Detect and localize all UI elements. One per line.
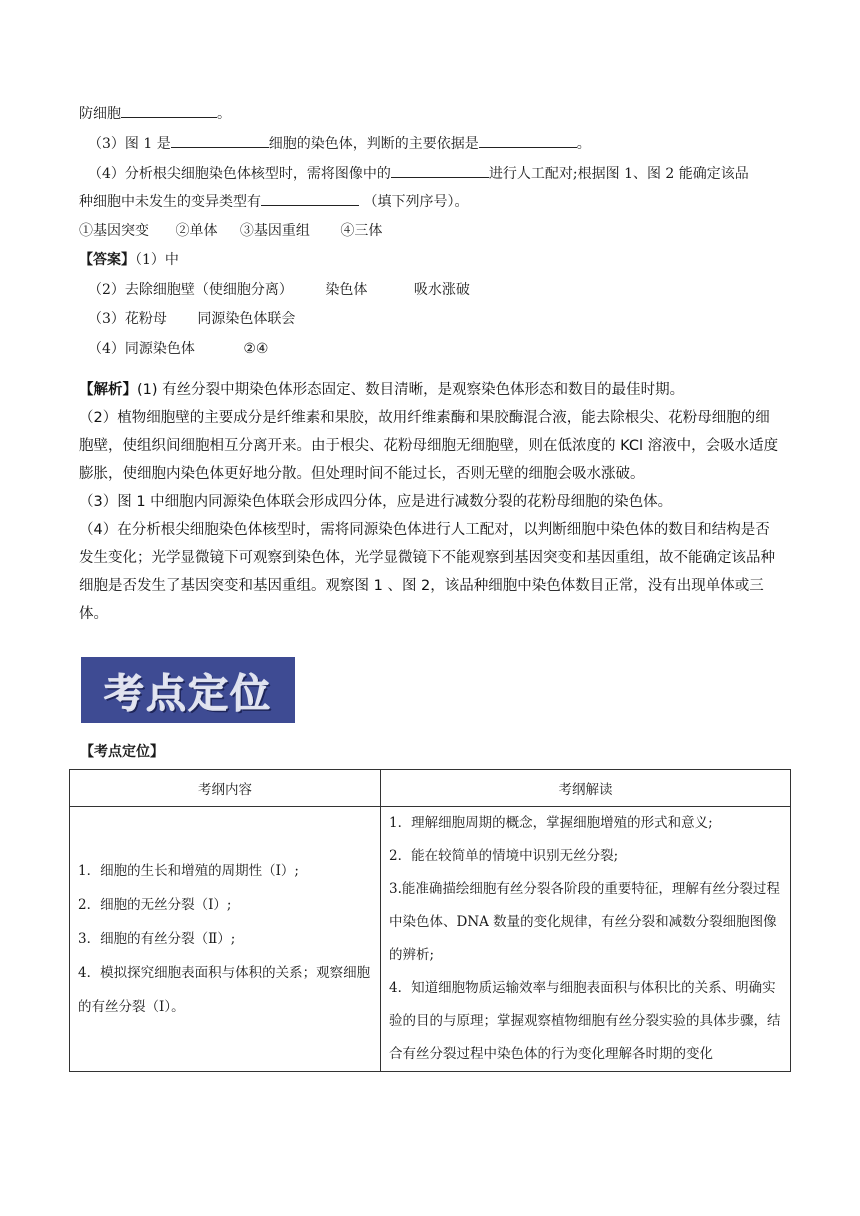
list-item: 4．模拟探究细胞表面积与体积的关系；观察细胞的有丝分裂（Ⅰ）。 (78, 965, 371, 1015)
syllabus-table (69, 769, 791, 1072)
question-line-1 (79, 103, 231, 124)
analysis-p1 (79, 376, 779, 404)
text: 细胞的染色体，判断的主要依据是 (268, 136, 479, 152)
text: （3）花粉母 (88, 311, 167, 327)
text: 防细胞 (79, 106, 121, 122)
text: （4）分析根尖细胞染色体核型时，需将图像中的 (88, 166, 391, 182)
text: （1）中 (135, 252, 179, 268)
section-banner (81, 657, 295, 723)
text: 。 (576, 136, 591, 152)
list-item: 3．细胞的有丝分裂（Ⅱ）; (78, 931, 236, 947)
analysis-p2: （2）植物细胞壁的主要成分是纤维素和果胶，故用纤维素酶和果胶酶混合液，能去除根尖、花粉母细胞的细胞壁，使组织间细胞相互分离开来。由于根尖、花粉母细胞无细胞壁，则在低浓度的 KCl 溶液中，会吸水适度膨胀，使细胞内染色体更好地分散。但处理时间不能过长，否则无壁的细胞会吸水涨破。 (79, 410, 779, 482)
answer-line-2 (88, 280, 470, 300)
table-row (70, 807, 791, 1072)
text: (1) 有丝分裂中期染色体形态固定、数目清晰，是观察染色体形态和数目的最佳时期。 (137, 382, 685, 398)
answer-blank (391, 163, 489, 178)
column-header: 考纲内容 (70, 770, 381, 807)
text: ②④ (243, 341, 269, 357)
list-item: 2．能在较简单的情境中识别无丝分裂; (389, 848, 619, 864)
answer-blank (479, 133, 577, 148)
question-3 (88, 133, 591, 154)
list-item: 4．知道细胞物质运输效率与细胞表面积与体积比的关系、明确实验的目的与原理；掌握观察植物细胞有丝分裂实验的具体步骤，结合有丝分裂过程中染色体的行为变化理解各时期的变化 (389, 980, 781, 1062)
text: （2）去除细胞壁（使细胞分离） (88, 282, 293, 298)
list-item: 1．理解细胞周期的概念，掌握细胞增殖的形式和意义; (389, 815, 713, 831)
answer-line-4 (88, 339, 268, 359)
analysis-p3: （3）图 1 中细胞内同源染色体联会形成四分体，应是进行减数分裂的花粉母细胞的染色体。 (79, 494, 673, 510)
table-header-row (70, 770, 791, 807)
text: 种细胞中未发生的变异类型有 (79, 194, 261, 210)
text: 吸水涨破 (413, 282, 470, 298)
option: ②单体 (175, 223, 218, 239)
answer-line-1 (79, 250, 179, 270)
analysis-p4: （4）在分析根尖细胞染色体核型时，需将同源染色体进行人工配对，以判断细胞中染色体的数目和结构是否发生变化；光学显微镜下可观察到染色体，光学显微镜下不能观察到基因突变和基因重组，故不能确定该品种细胞是否发生了基因突变和基因重组。观察图 1 、图 2，该品种细胞中染色体数目正常，没有出现单体或三体。 (79, 522, 775, 622)
answer-line-3 (88, 309, 295, 329)
section-title: 【考点定位】 (80, 744, 164, 760)
analysis-label: 【解析】 (79, 382, 137, 398)
text: （填下列序号）。 (363, 194, 469, 210)
answer-blank (121, 103, 217, 118)
list-item: 3.能准确描绘细胞有丝分裂各阶段的重要特征，理解有丝分裂过程中染色体、DNA 数量的变化规律，有丝分裂和减数分裂细胞图像的辨析; (389, 881, 780, 963)
syllabus-interpretation-cell (381, 807, 791, 1072)
question-4 (88, 163, 749, 184)
text: 同源染色体联会 (197, 311, 296, 327)
list-item: 1．细胞的生长和增殖的周期性（Ⅰ）; (78, 863, 299, 879)
analysis-block (79, 376, 779, 628)
column-header: 考纲解读 (381, 770, 791, 807)
text: 。 (217, 106, 231, 122)
list-item: 2．细胞的无丝分裂（Ⅰ）; (78, 897, 232, 913)
answer-blank (171, 133, 269, 148)
text: 染色体 (325, 282, 368, 298)
question-4-cont (79, 191, 468, 212)
text: （3）图 1 是 (88, 136, 171, 152)
option: ③基因重组 (239, 223, 310, 239)
option: ①基因突变 (79, 223, 149, 239)
option: ④三体 (340, 223, 383, 239)
text: 进行人工配对;根据图 1、图 2 能确定该品 (488, 166, 749, 182)
answer-blank (261, 191, 359, 206)
text: （4）同源染色体 (88, 341, 195, 357)
syllabus-content-cell (70, 807, 381, 1072)
answer-label: 【答案】 (79, 252, 135, 268)
options (79, 221, 382, 241)
banner-text: 考点定位 (104, 670, 272, 717)
